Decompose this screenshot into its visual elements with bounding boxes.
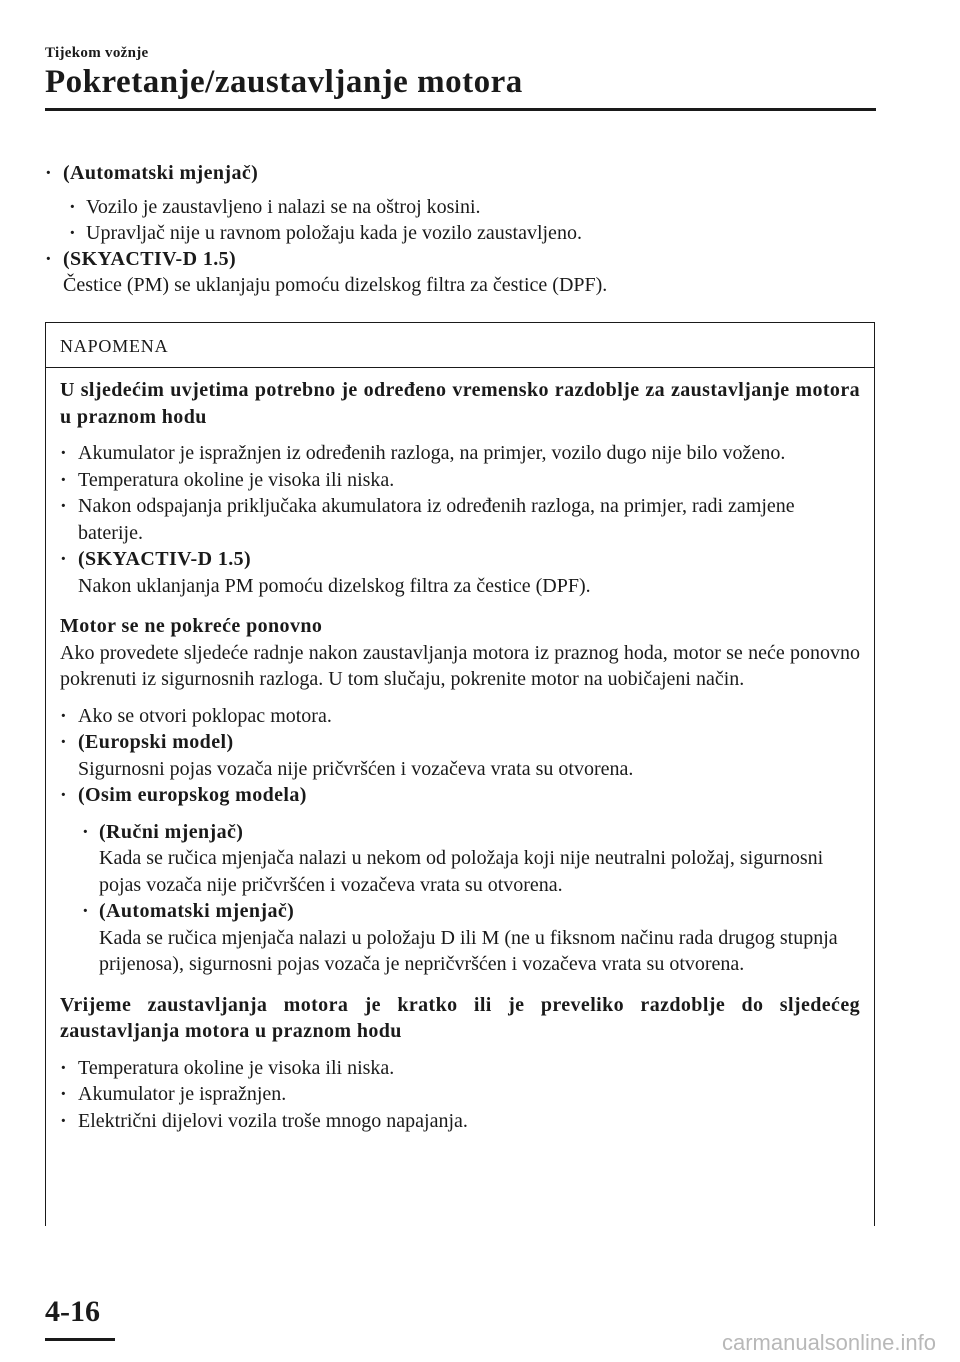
bullet-icon: · xyxy=(60,495,67,517)
bullet-icon: · xyxy=(60,784,67,806)
list-item: · Vozilo je zaustavljeno i nalazi se na oštroj kosini. xyxy=(69,196,481,218)
page-number: 4-16 xyxy=(45,1295,100,1328)
note-header: NAPOMENA xyxy=(46,323,874,368)
bullet-icon: · xyxy=(60,1109,67,1132)
note-subtitle: Vrijeme zaustavljanja motora je kratko ili je preveliko razdoblje do sljedećeg zaustavljanja motora u praznom hodu xyxy=(60,993,860,1042)
note-paragraph: Ako provedete sljedeće radnje nakon zaustavljanja motora iz praznog hoda, motor se neće ponovno pokrenuti iz sigurnosnih razloga. U tom slučaju, pokrenite motor na uobičajeni način. xyxy=(60,641,860,690)
list-item: · (Ručni mjenjač) Kada se ručica mjenjača nalazi u nekom od položaja koji nije neutralni položaj, sigurnosni pojas vozača nije pričvršćen i vozačeva vrata su otvorena. xyxy=(82,820,824,896)
note-box xyxy=(45,322,875,1226)
note-subtitle: Motor se ne pokreće ponovno xyxy=(60,615,323,637)
intro-list xyxy=(45,160,875,298)
section-label: Tijekom vožnje xyxy=(45,45,149,61)
bullet-icon: · xyxy=(60,704,67,727)
footer-rule xyxy=(45,1338,115,1341)
list-item: · Upravljač nije u ravnom položaju kada je vozilo zaustavljeno. xyxy=(69,222,582,244)
list-item: · (SKYACTIV-D 1.5) Nakon uklanjanja PM pomoću dizelskog filtra za čestice (DPF). xyxy=(60,548,591,597)
list-item: · (Europski model) Sigurnosni pojas vozača nije pričvršćen i vozačeva vrata su otvorena. xyxy=(60,731,634,780)
list-item: · (SKYACTIV-D 1.5) Čestice (PM) se uklanjaju pomoću dizelskog filtra za čestice (DPF). xyxy=(45,248,608,296)
list-item: · Temperatura okoline je visoka ili niska. xyxy=(60,1055,860,1082)
list-item: · Nakon odspajanja priključaka akumulatora iz određenih razloga, na primjer, radi zamjene baterije. xyxy=(60,495,795,544)
bullet-icon: · xyxy=(82,820,89,843)
list-item: · (Osim europskog modela) xyxy=(60,782,860,809)
bullet-icon: · xyxy=(69,222,76,244)
list-item: · Akumulator je ispražnjen iz određenih razloga, na primjer, vozilo dugo nije bilo voženo. xyxy=(60,440,860,467)
list-item: · Električni dijelovi vozila troše mnogo napajanja. xyxy=(60,1108,860,1135)
list-item: · (Automatski mjenjač) Kada se ručica mjenjača nalazi u položaju D ili M (ne u fiksnom načinu rada drugog stupnja prijenosa), sigurnosni pojas vozača je nepričvršćen i vozačeva vrata su otvorena. xyxy=(82,900,838,975)
bullet-icon: · xyxy=(60,1083,67,1105)
list-item: · Akumulator je ispražnjen. xyxy=(60,1081,860,1108)
bullet-icon: · xyxy=(69,196,76,218)
note-subtitle: U sljedećim uvjetima potrebno je određeno vremensko razdoblje za zaustavljanje motora u praznom hodu xyxy=(60,379,860,428)
bullet-icon: · xyxy=(45,162,52,184)
list-item: · Ako se otvori poklopac motora. xyxy=(60,703,860,730)
list-item: · Temperatura okoline je visoka ili niska. xyxy=(60,467,860,494)
bullet-icon: · xyxy=(60,548,67,570)
bullet-icon: · xyxy=(82,900,89,922)
list-item: · (Automatski mjenjač) xyxy=(45,162,259,184)
bullet-icon: · xyxy=(60,1056,67,1079)
bullet-icon: · xyxy=(45,248,52,270)
watermark: carmanualsonline.info xyxy=(721,1330,936,1355)
bullet-icon: · xyxy=(60,731,67,753)
bullet-icon: · xyxy=(60,442,67,464)
title-rule xyxy=(45,108,876,111)
note-body xyxy=(46,368,874,1134)
bullet-icon: · xyxy=(60,468,67,491)
page-title: Pokretanje/zaustavljanje motora xyxy=(45,64,523,100)
